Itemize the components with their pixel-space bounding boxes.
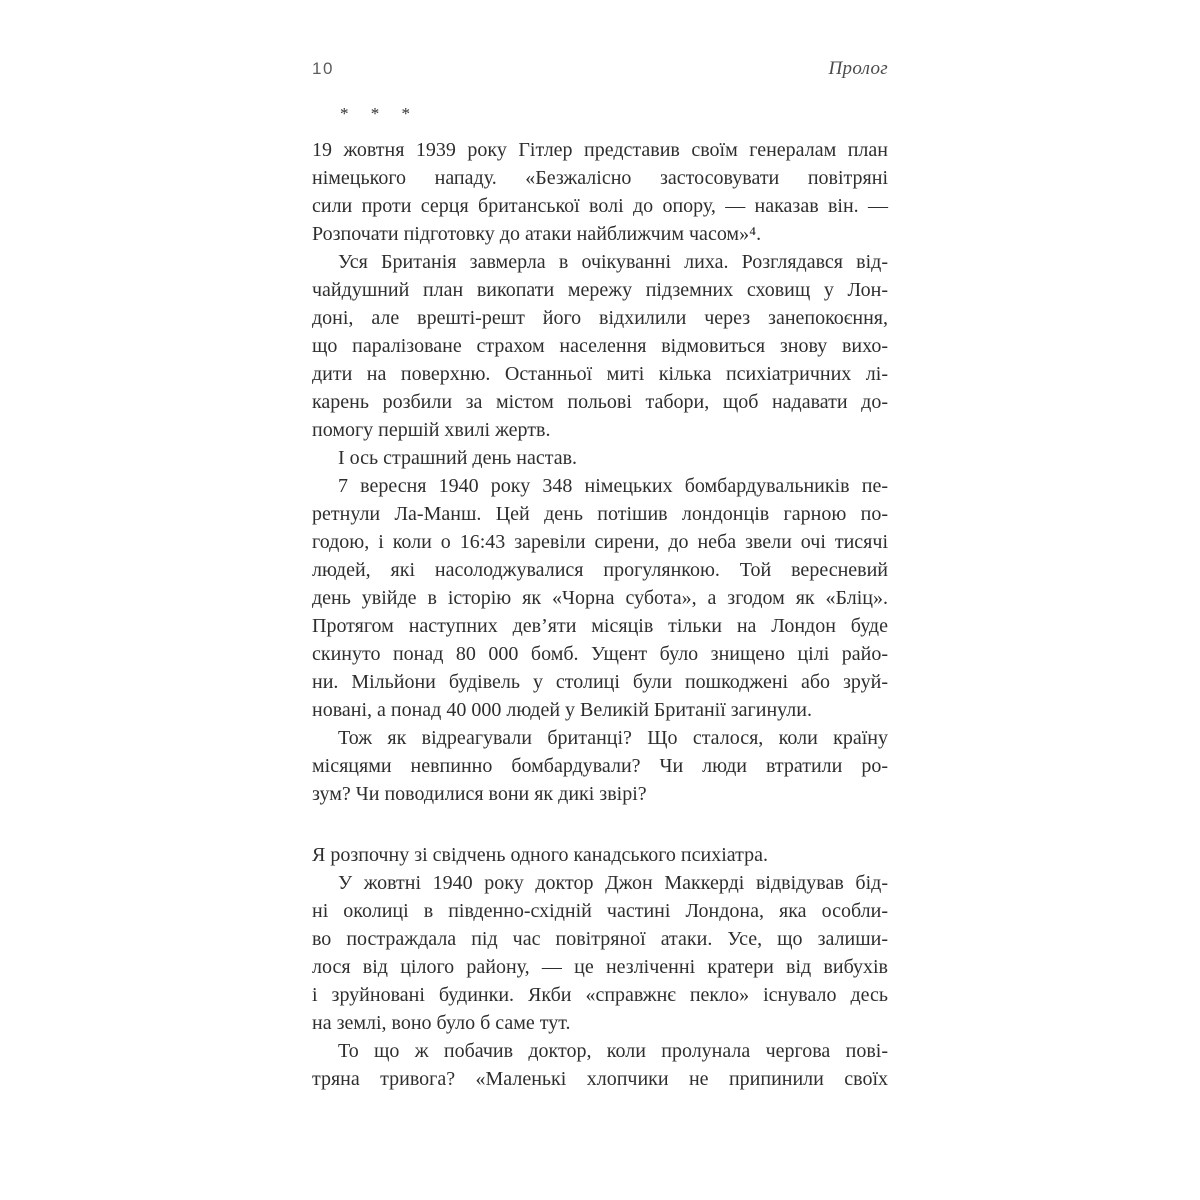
text-line: ретнули Ла-Манш. Цей день потішив лондонців гарною по- <box>312 503 888 525</box>
text-line: помогу першій хвилі жертв. <box>312 419 551 441</box>
text-line: 7 вересня 1940 року 348 німецьких бомбардувальників пе- <box>338 475 888 497</box>
text-line: місяцями невпинно бомбардували? Чи люди втратили ро- <box>312 755 888 777</box>
text-line: Уся Британія завмерла в очікуванні лиха. Розглядався від- <box>338 251 888 273</box>
text-line: 19 жовтня 1939 року Гітлер представив своїм генералам план <box>312 139 888 161</box>
text-line: У жовтні 1940 року доктор Джон Маккерді відвідував бід- <box>338 872 888 894</box>
text-line: що паралізоване страхом населення відмовиться знову вихо- <box>312 335 888 357</box>
text-line: сили проти серця британської волі до опору, — наказав він. — <box>312 195 888 217</box>
text-line: лося від цілого району, — це незліченні кратери від вибухів <box>312 956 888 978</box>
text-section <box>312 102 888 808</box>
text-line: І ось страшний день настав. <box>338 447 578 469</box>
text-line: чайдушний план викопати мережу підземних сховищ у Лон- <box>312 279 888 301</box>
paragraph <box>312 1037 888 1093</box>
page-body <box>312 102 888 1093</box>
text-line: новані, а понад 40 000 людей у Великій Британії загинули. <box>312 699 812 721</box>
text-line: Протягом наступних дев’яти місяців тільки на Лондон буде <box>312 615 888 637</box>
text-line: тряна тривога? «Маленькі хлопчики не припинили своїх <box>312 1068 888 1090</box>
text-line: годою, і коли о 16:43 заревіли сирени, до неба звели очі тисячі <box>312 531 888 553</box>
text-line: день увійде в історію як «Чорна субота», а згодом як «Бліц». <box>312 587 888 609</box>
paragraph <box>312 869 888 1037</box>
text-line: То що ж побачив доктор, коли пролунала чергова пові- <box>338 1040 888 1062</box>
text-line: во постраждала під час повітряної атаки. Усе, що залиши- <box>312 928 888 950</box>
text-line: і зруйновані будинки. Якби «справжнє пекло» існувало десь <box>312 984 888 1006</box>
text-line: карень розбили за містом польові табори, щоб надавати до- <box>312 391 888 413</box>
text-line: Розпочати підготовку до атаки найближчим часом»⁴. <box>312 223 762 245</box>
page-number: 10 <box>312 59 334 78</box>
text-line: на землі, воно було б саме тут. <box>312 1012 571 1034</box>
text-line: Тож як відреагували британці? Що сталося, коли країну <box>338 727 888 749</box>
text-line: ні околиці в південно-східній частині Лондона, яка особли- <box>312 900 888 922</box>
page-header <box>312 58 888 80</box>
paragraph <box>312 472 888 724</box>
text-line: ни. Мільйони будівель у столиці були пошкоджені або зруй- <box>312 671 888 693</box>
text-line: людей, які насолоджувалися прогулянкою. Той вересневий <box>312 559 888 581</box>
text-line: дити на поверхню. Останньої миті кілька психіатричних лі- <box>312 363 888 385</box>
text-line: Я розпочну зі свідчень одного канадського психіатра. <box>312 844 768 866</box>
text-section <box>312 841 888 1093</box>
text-line: доні, але врешті-решт його відхилили через занепокоєння, <box>312 307 888 329</box>
paragraph <box>312 724 888 808</box>
paragraph <box>312 841 888 869</box>
section-break-ornament: * * * <box>340 104 419 123</box>
text-line: скинуто понад 80 000 бомб. Ущент було знищено цілі райо- <box>312 643 888 665</box>
paragraph <box>312 248 888 444</box>
paragraph <box>312 136 888 248</box>
text-line: зум? Чи поводилися вони як дикі звірі? <box>312 783 647 805</box>
paragraph <box>312 444 888 472</box>
running-header: Пролог <box>828 58 888 79</box>
text-line: німецького нападу. «Безжалісно застосовувати повітряні <box>312 167 888 189</box>
